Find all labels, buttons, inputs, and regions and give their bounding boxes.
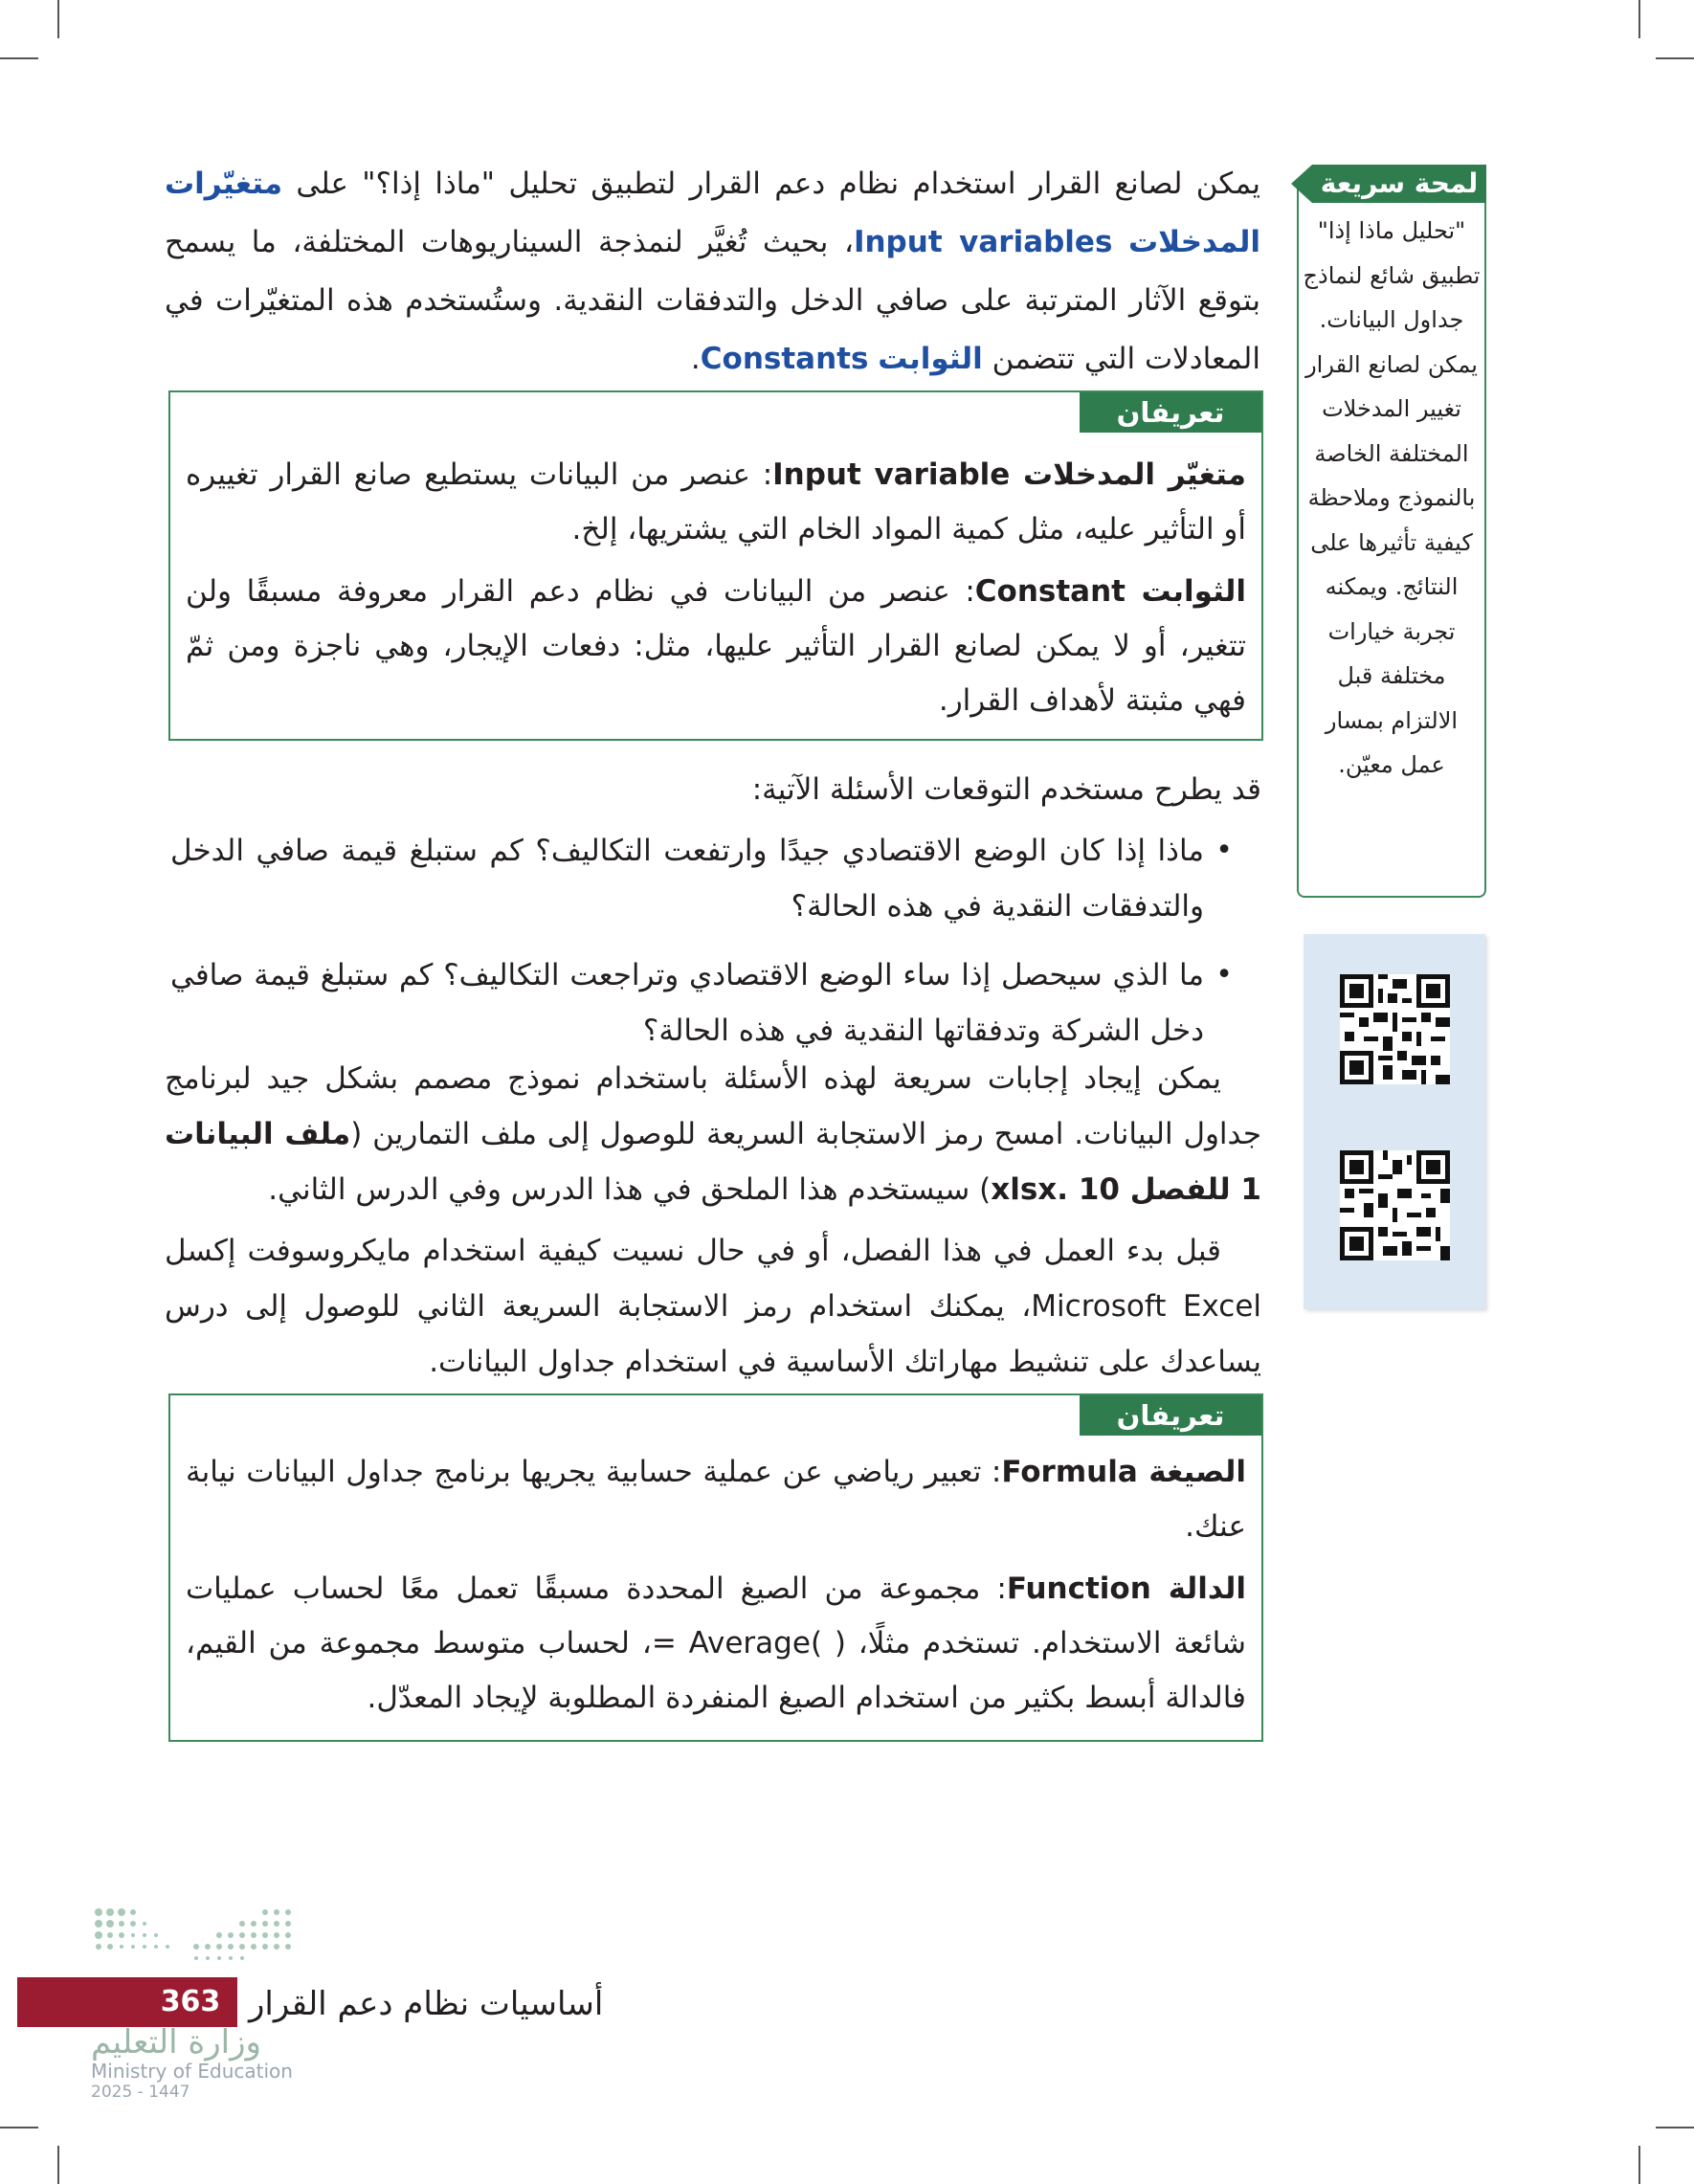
paragraph-text: ) سيستخدم هذا الملحق في هذا الدرس وفي الدرس الثاني. [268,1172,992,1207]
intro-text: يمكن لصانع القرار استخدام نظام دعم القرار لتطبيق تحليل "ماذا إذا؟" على [296,167,1260,201]
questions-list [170,823,1261,1059]
crop-mark [57,2146,59,2184]
intro-text: ، بحيث تُغيَّر لنمذجة السيناريوهات المختلفة، ما يسمح بتوقع الآثار المترتبة على صافي الدخل والتدفقات النقدية. وستُستخدم هذه المتغيّرات في المعادلات التي تتضمن [165,225,1260,376]
ministry-name-en: Ministry of Education [91,2060,293,2083]
crop-mark [1638,2146,1640,2184]
definition-item [186,1445,1246,1554]
chapter-title: أساسيات نظام دعم القرار [249,1985,604,2023]
crop-mark [57,0,59,38]
qr-panel [1304,934,1485,1309]
term-constants-ar: الثوابت [878,342,983,376]
crop-mark [0,57,38,59]
definition-body [186,1445,1246,1733]
term-input-variables-en: Input variables [853,225,1113,259]
crop-mark [0,2127,38,2128]
ministry-name-ar: وزارة التعليم [91,2023,261,2061]
paragraph: قبل بدء العمل في هذا الفصل، أو في حال نسيت كيفية استخدام مايكروسوفت إكسل Microsoft Excel، يمكنك استخدام رمز الاستجابة السريعة الثاني للوصول إلى درس يساعدك على تنشيط مهاراتك الأساسية في استخدام جداول البيانات. [165,1234,1262,1379]
definition-item [186,1562,1246,1726]
exercise-file-name: ملف البيانات 1 للفصل 10 .xlsx [165,1117,1261,1207]
qr-code-icon[interactable] [1340,974,1450,1084]
definition-term: الدالة Function [1006,1571,1247,1606]
instructions-paragraph [165,1051,1261,1395]
list-item: • ما الذي سيحصل إذا ساء الوضع الاقتصادي وتراجعت التكاليف؟ كم ستبلغ قيمة صافي دخل الشركة وتدفقاتها النقدية في هذه الحالة؟ [170,947,1261,1059]
ministry-year: 2025 - 1447 [91,2083,190,2102]
quick-tip-sidebar [1297,161,1486,900]
definition-item [186,565,1246,728]
ministry-logo-icon [91,1905,301,1972]
intro-paragraph [165,155,1260,389]
paragraph-text: يمكن إيجاد إجابات سريعة لهذه الأسئلة باستخدام نموذج مصمم بشكل جيد لبرنامج جداول البيانات. امسح رمز الاستجابة السريعة للوصول إلى ملف التمارين ( [165,1061,1261,1151]
definition-body [186,448,1246,736]
definition-text: : عنصر من البيانات يستطيع صانع القرار تغييره أو التأثير عليه، مثل كمية المواد الخام التي يشتريها، إلخ. [186,457,1246,546]
page-footer [0,1905,670,2102]
definition-box [168,1393,1263,1742]
definition-text: : مجموعة من الصيغ المحددة مسبقًا تعمل معًا لحساب عمليات شائعة الاستخدام. تستخدم مثلًا، ( )Average =، لحساب متوسط مجموعة من القيم، فالدالة أبسط بكثير من استخدام الصيغ المنفردة المطلوبة لإيجاد المعدّل. [186,1571,1246,1715]
paragraph [165,1051,1261,1217]
quick-tip-tag: لمحة سريعة [1312,165,1486,203]
page-number: 363 [160,1985,221,2018]
definition-term: الثوابت Constant [974,574,1246,609]
crop-mark [1656,57,1694,59]
definition-item [186,448,1246,557]
definition-box [168,390,1263,741]
definition-text: : تعبير رياضي عن عملية حسابية يجريها برنامج جداول البيانات نيابة عنك. [186,1455,1246,1544]
crop-mark [1638,0,1640,38]
definition-term: الصيغة Formula [1001,1455,1246,1489]
qr-code-icon[interactable] [1340,1150,1450,1260]
definition-term: متغيّر المدخلات Input variable [772,457,1246,492]
questions-section [170,762,1261,1072]
term-constants-en: Constants [700,342,869,376]
term-input-variables-ar: متغيّرات المدخلات [165,167,1260,259]
definition-tag: تعريفان [1080,1395,1261,1436]
quick-tip-text: "تحليل ماذا إذا" تطبيق شائع لنماذج جداول البيانات. يمكن لصانع القرار تغيير المدخلات المختلفة الخاصة بالنموذج وملاحظة كيفية تأثيرها على النتائج. ويمكنه تجربة خيارات مختلفة قبل الالتزام بمسار عمل معيّن. [1303,217,1481,778]
list-item: • ماذا إذا كان الوضع الاقتصادي جيدًا وارتفعت التكاليف؟ كم ستبلغ قيمة صافي الدخل والتدفقات النقدية في هذه الحالة؟ [170,823,1261,934]
definition-tag: تعريفان [1080,392,1261,433]
questions-lead: قد يطرح مستخدم التوقعات الأسئلة الآتية: [751,772,1261,807]
definition-text: : عنصر من البيانات في نظام دعم القرار معروفة مسبقًا ولن تتغير، أو لا يمكن لصانع القرار التأثير عليها، مثل: دفعات الإيجار، وهي ناجزة ومن ثمّ فهي مثبتة لأهداف القرار. [186,574,1246,718]
intro-text: . [690,342,701,376]
crop-mark [1656,2127,1694,2128]
